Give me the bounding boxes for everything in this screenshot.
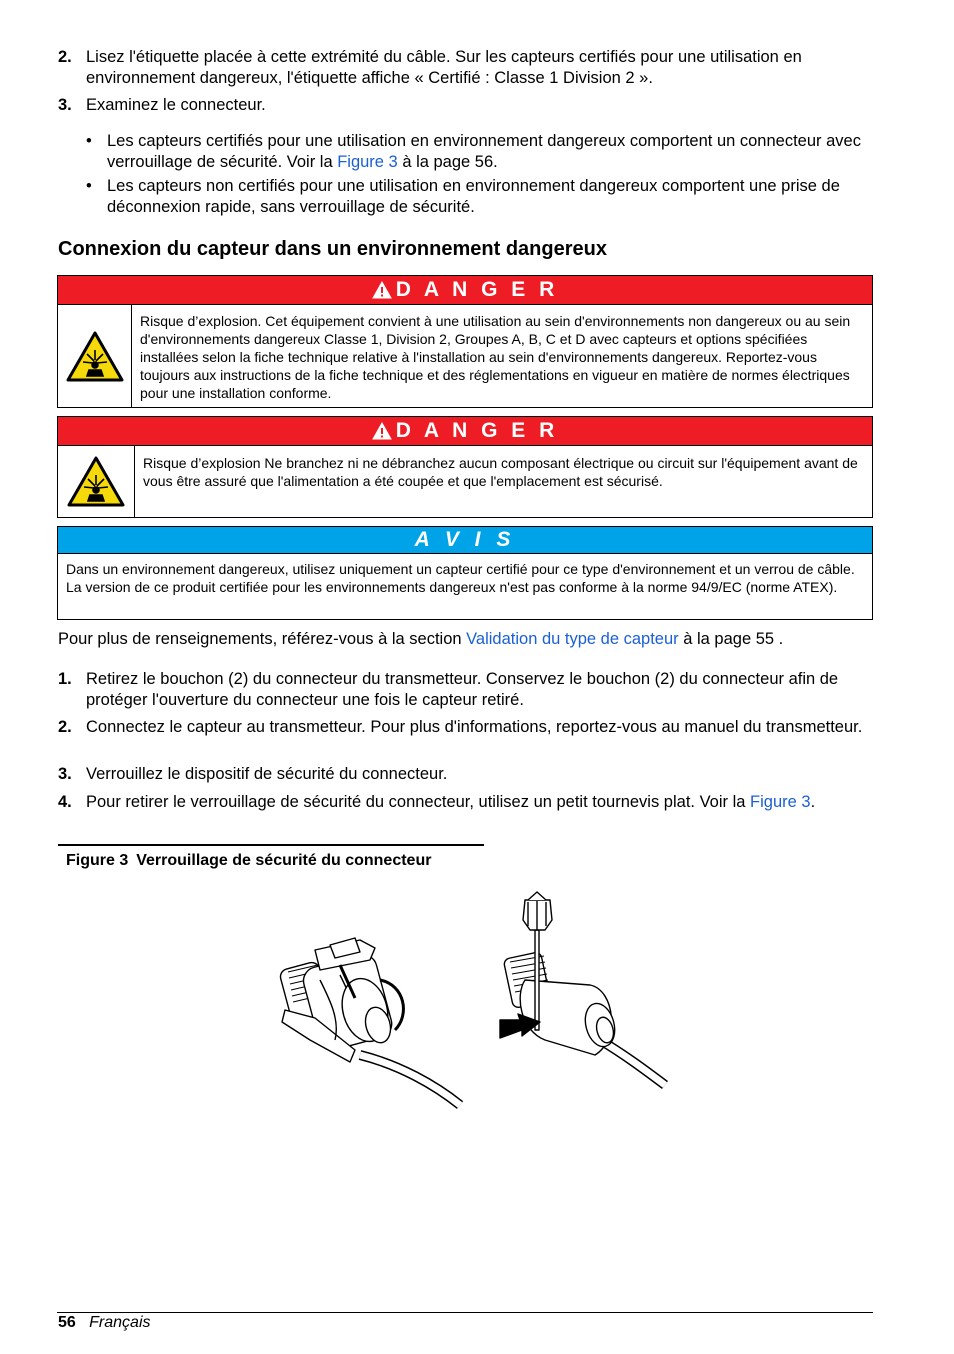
notice-header: A V I S — [58, 527, 872, 554]
connector-lock-illustration — [260, 890, 680, 1110]
list-number: 1. — [58, 670, 72, 688]
explosion-hazard-icon — [58, 305, 132, 408]
list-text: Lisez l'étiquette placée à cette extrémité du câble. Sur les capteurs certifiés pour une utilisation en environnement dangereux, l'étiquette affiche « Certifié : Classe 1 Division 2 ». — [86, 48, 802, 87]
footer-rule — [57, 1312, 873, 1313]
figure-caption — [58, 844, 484, 871]
figure-number: Figure 3 — [66, 852, 129, 869]
footer-language: Français — [89, 1314, 151, 1331]
list-number: 3. — [58, 765, 72, 783]
bullet-text — [107, 131, 867, 172]
danger-text: Risque d’explosion. Cet équipement convient à une utilisation au sein d'environnements non dangereux ou au sein d'environnements dangereux Classe 1, Division 2, Groupes A, B, C et D avec capteurs et options spécifiées installées selon la fiche technique relative à l'installation au sein d'environnements dangereux. Reportez-vous toujours aux instructions de la fiche technique et des réglementations en vigueur en matière de normes électriques pour une installation conforme. — [140, 313, 851, 401]
sensor-validation-link[interactable]: Validation du type de capteur — [466, 630, 679, 648]
page-number: 56 — [58, 1314, 76, 1331]
list-number: 2. — [58, 718, 72, 736]
warning-triangle-icon — [372, 422, 392, 440]
danger-label: D A N G E R — [395, 419, 559, 442]
figure-title: Verrouillage de sécurité du connecteur — [136, 852, 432, 869]
info-text-post: à la page 55 . — [678, 630, 784, 648]
section-title: Connexion du capteur dans un environnement dangereux — [58, 238, 607, 260]
danger-header — [58, 417, 872, 446]
unlocking-connector-drawing — [500, 892, 665, 1085]
list-number: 4. — [58, 793, 72, 811]
locked-connector-drawing — [279, 938, 460, 1105]
list-text: Retirez le bouchon (2) du connecteur du transmetteur. Conservez le bouchon (2) du connecteur afin de protéger l'ouverture du connecteur une fois le capteur retiré. — [86, 670, 839, 709]
figure-3-link[interactable]: Figure 3 — [337, 152, 398, 171]
danger-label: D A N G E R — [395, 278, 559, 301]
danger-header — [58, 276, 872, 305]
figure-3-link[interactable]: Figure 3 — [750, 793, 811, 811]
list-text — [86, 792, 876, 813]
page-footer — [58, 1313, 151, 1333]
danger-box — [57, 416, 873, 518]
list-text: Examinez le connecteur. — [86, 96, 266, 114]
danger-text: Risque d’explosion Ne branchez ni ne débranchez aucun composant électrique ou circuit sur l'équipement avant de vous être assuré que l'alimentation a été coupée et que l'emplacement est sécurisé. — [143, 455, 858, 489]
bullet-mark: • — [86, 177, 92, 195]
notice-text: Dans un environnement dangereux, utilisez uniquement un capteur certifié pour ce type d'environnement et un verrou de câble. La version de ce produit certifiée pour les environnements dangereux n'est pas conforme à la norme 94/9/EC (norme ATEX). — [66, 561, 855, 595]
info-paragraph — [58, 629, 874, 650]
warning-triangle-icon — [372, 281, 392, 299]
bullet-text-post: à la page 56. — [397, 152, 498, 171]
info-text-pre: Pour plus de renseignements, référez-vous à la section — [58, 630, 467, 648]
bullet-text: Les capteurs non certifiés pour une utilisation en environnement dangereux comportent une prise de déconnexion rapide, sans verrouillage de sécurité. — [107, 177, 840, 216]
notice-box — [57, 526, 873, 620]
bullet-text-pre: Les capteurs certifiés pour une utilisation en environnement dangereux comportent un connecteur avec verrouillage de sécurité. Voir la — [107, 132, 861, 171]
step-text-post: . — [810, 793, 816, 811]
list-number: 2. — [58, 48, 72, 66]
list-text: Connectez le capteur au transmetteur. Pour plus d'informations, reportez-vous au manuel du transmetteur. — [86, 718, 863, 736]
explosion-hazard-icon — [58, 446, 135, 518]
bullet-mark: • — [86, 132, 92, 150]
list-number: 3. — [58, 96, 72, 114]
danger-box — [57, 275, 873, 408]
step-text-pre: Pour retirer le verrouillage de sécurité du connecteur, utilisez un petit tournevis plat. Voir la — [86, 793, 751, 811]
list-text: Verrouillez le dispositif de sécurité du connecteur. — [86, 765, 448, 783]
